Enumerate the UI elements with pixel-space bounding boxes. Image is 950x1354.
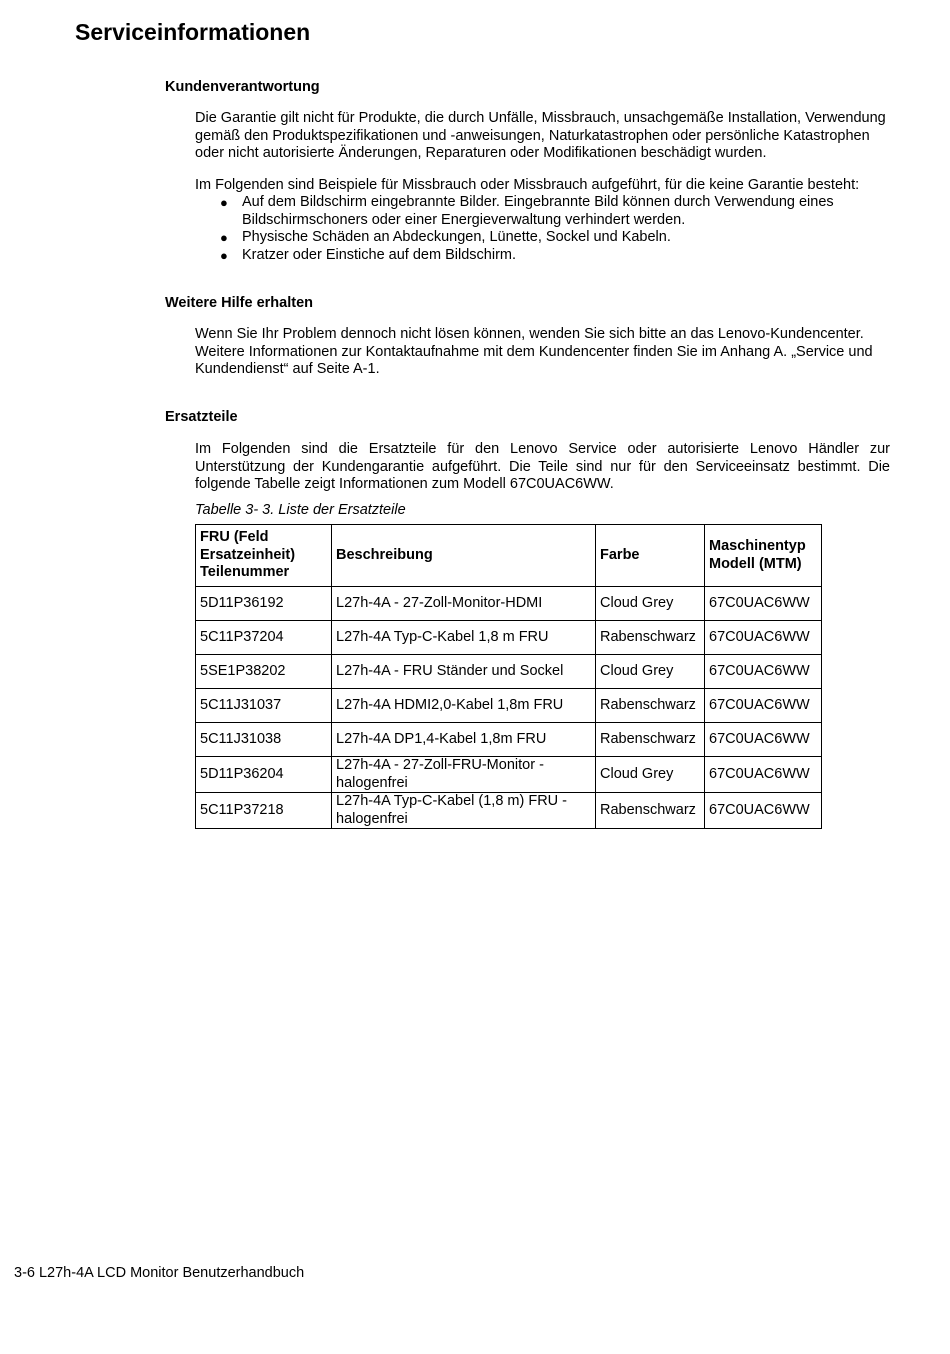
cell-mtm: 67C0UAC6WW: [705, 621, 822, 655]
cell-color: Cloud Grey: [596, 757, 705, 793]
cell-fru: 5C11P37218: [196, 793, 332, 829]
further-help-paragraph: Wenn Sie Ihr Problem dennoch nicht lösen können, wenden Sie sich bitte an das Lenovo-Kundencenter. Weitere Informationen zur Kontaktaufnahme mit dem Kundencenter finden Sie im Anhang A. „Service und Kundendienst“ auf Seite A-1.: [195, 326, 873, 377]
cell-color: Rabenschwarz: [596, 723, 705, 757]
cell-color: Cloud Grey: [596, 587, 705, 621]
table-row: [196, 757, 822, 793]
list-item: [195, 247, 890, 265]
cell-mtm: 67C0UAC6WW: [705, 757, 822, 793]
table-row: [196, 689, 822, 723]
column-header-color: Farbe: [596, 525, 705, 587]
cell-color: Rabenschwarz: [596, 793, 705, 829]
cell-mtm: 67C0UAC6WW: [705, 793, 822, 829]
cell-color: Cloud Grey: [596, 655, 705, 689]
list-item: [195, 229, 890, 247]
misuse-examples-list: [195, 194, 890, 264]
page-footer: 3-6 L27h-4A LCD Monitor Benutzerhandbuch: [14, 1265, 305, 1281]
cell-color: Rabenschwarz: [596, 621, 705, 655]
cell-description: L27h-4A - FRU Ständer und Sockel: [332, 655, 596, 689]
bullet-icon: ●: [220, 230, 228, 245]
table-row: [196, 587, 822, 621]
table-row: [196, 621, 822, 655]
cell-color: Rabenschwarz: [596, 689, 705, 723]
page-title: Serviceinformationen: [75, 19, 311, 45]
cell-mtm: 67C0UAC6WW: [705, 723, 822, 757]
cell-fru: 5SE1P38202: [196, 655, 332, 689]
column-header-description: Beschreibung: [332, 525, 596, 587]
column-header-mtm: Maschinentyp Modell (MTM): [705, 525, 822, 587]
cell-fru: 5C11J31038: [196, 723, 332, 757]
spare-parts-paragraph: Im Folgenden sind die Ersatzteile für den Lenovo Service oder autorisierte Lenovo Händler zur Unterstützung der Kundengarantie aufgeführt. Die Teile sind nur für den Serviceeinsatz bestimmt. Die folgende Tabelle zeigt Informationen zum Modell 67C0UAC6WW.: [195, 441, 890, 492]
cell-mtm: 67C0UAC6WW: [705, 587, 822, 621]
table-row: [196, 723, 822, 757]
list-item-text: Kratzer oder Einstiche auf dem Bildschirm.: [242, 246, 516, 263]
table-header-row: [196, 525, 822, 587]
table-row: [196, 655, 822, 689]
cell-description: L27h-4A HDMI2,0-Kabel 1,8m FRU: [332, 689, 596, 723]
cell-fru: 5D11P36192: [196, 587, 332, 621]
misuse-intro-paragraph: Im Folgenden sind Beispiele für Missbrauch oder Missbrauch aufgeführt, für die keine Garantie besteht:: [195, 177, 860, 193]
cell-mtm: 67C0UAC6WW: [705, 655, 822, 689]
list-item-text: Auf dem Bildschirm eingebrannte Bilder. Eingebrannte Bild können durch Verwendung eines Bildschirmschoners oder einer Energieverwaltung verhindert werden.: [242, 194, 834, 228]
cell-description: L27h-4A Typ-C-Kabel (1,8 m) FRU - halogenfrei: [332, 793, 596, 829]
cell-mtm: 67C0UAC6WW: [705, 689, 822, 723]
section-heading-further-help: Weitere Hilfe erhalten: [165, 295, 314, 311]
list-item: [195, 194, 890, 229]
cell-description: L27h-4A - 27-Zoll-FRU-Monitor - halogenfrei: [332, 757, 596, 793]
bullet-icon: ●: [220, 247, 228, 263]
cell-fru: 5D11P36204: [196, 757, 332, 793]
column-header-fru: FRU (Feld Ersatzeinheit) Teilenummer: [196, 525, 332, 587]
bullet-icon: ●: [220, 195, 228, 210]
section-heading-customer-responsibility: Kundenverantwortung: [165, 79, 320, 95]
cell-description: L27h-4A DP1,4-Kabel 1,8m FRU: [332, 723, 596, 757]
table-row: [196, 793, 822, 829]
cell-fru: 5C11P37204: [196, 621, 332, 655]
cell-description: L27h-4A - 27-Zoll-Monitor-HDMI: [332, 587, 596, 621]
cell-fru: 5C11J31037: [196, 689, 332, 723]
table-caption: Tabelle 3- 3. Liste der Ersatzteile: [195, 502, 406, 518]
spare-parts-table: [195, 524, 822, 829]
warranty-paragraph: Die Garantie gilt nicht für Produkte, die durch Unfälle, Missbrauch, unsachgemäße Installation, Verwendung gemäß den Produktspezifikationen und -anweisungen, Naturkatastrophen oder persönliche Katastrophen oder nicht autorisierte Änderungen, Reparaturen oder Modifikationen beschädigt wurden.: [195, 110, 886, 161]
list-item-text: Physische Schäden an Abdeckungen, Lünette, Sockel und Kabeln.: [242, 229, 671, 245]
cell-description: L27h-4A Typ-C-Kabel 1,8 m FRU: [332, 621, 596, 655]
section-heading-spare-parts: Ersatzteile: [165, 409, 238, 425]
